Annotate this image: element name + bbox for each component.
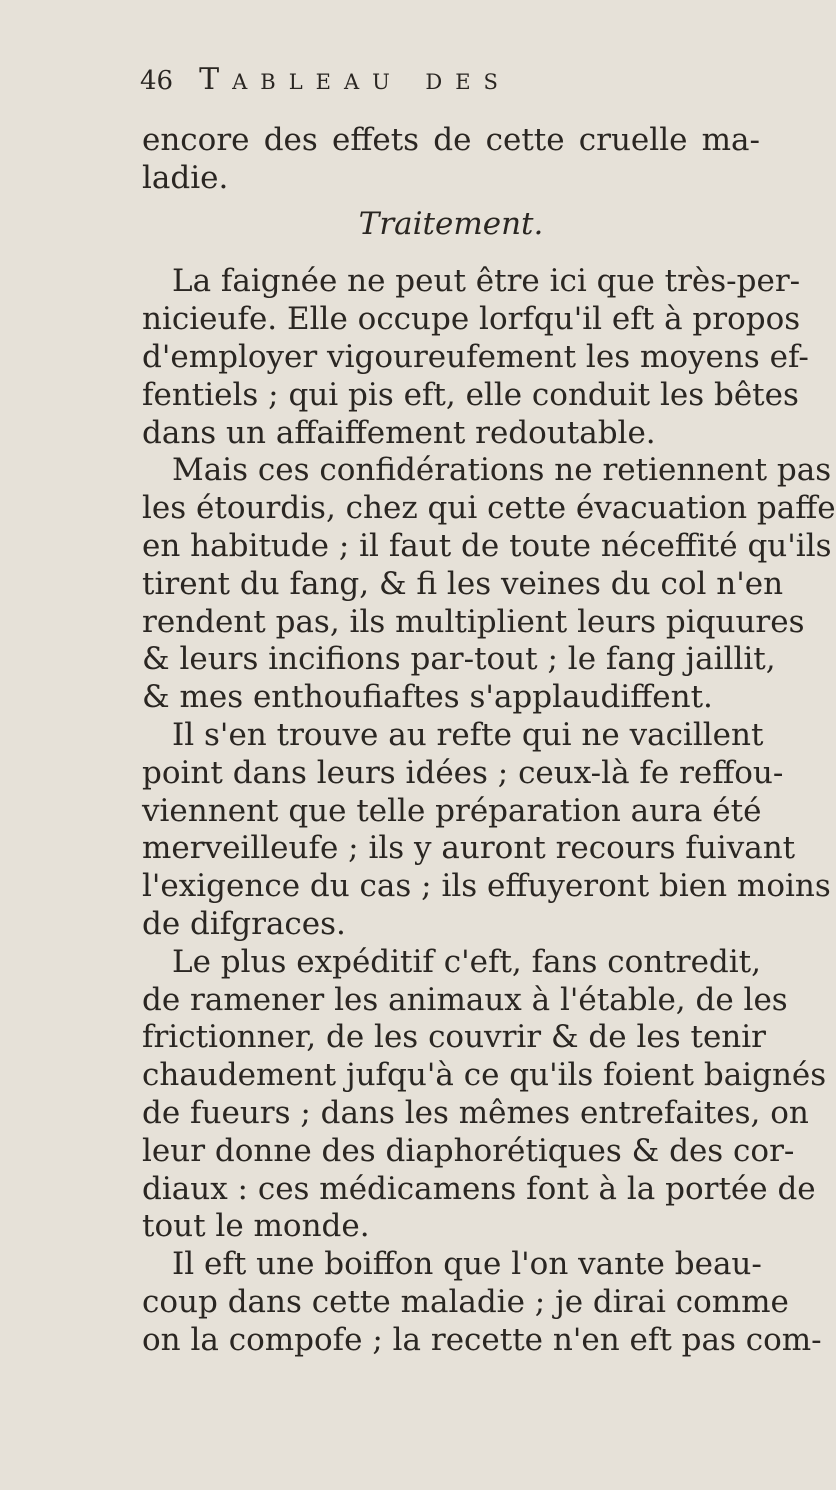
text-line: point dans leurs idées ; ceux-là fe reffou- [142, 754, 784, 791]
text-line: Mais ces confidérations ne retiennent pas [172, 452, 832, 489]
page-header [140, 62, 760, 122]
text-line: rendent pas, ils multiplient leurs piquures [142, 603, 805, 640]
text-line: ladie. [142, 159, 229, 196]
text-line: & mes enthoufiaftes s'applaudiffent. [142, 679, 713, 716]
text-line: coup dans cette maladie ; je dirai comme [142, 1283, 789, 1320]
text-line: frictionner, de les couvrir & de les tenir [142, 1019, 766, 1056]
text-line: en habitude ; il faut de toute néceffité qu'ils [142, 527, 832, 564]
running-title: Tableau des [199, 62, 511, 97]
text-line: l'exigence du cas ; ils effuyeront bien moins [142, 868, 831, 905]
text-line: les étourdis, chez qui cette évacuation paffe [142, 490, 836, 527]
text-line: tirent du fang, & fi les veines du col n'en [142, 565, 784, 602]
text-line: chaudement jufqu'à ce qu'ils foient baignés [142, 1057, 827, 1094]
text-line: merveilleufe ; ils y auront recours fuivant [142, 830, 796, 867]
text-line: leur donne des diaphorétiques & des cor- [142, 1132, 795, 1169]
text-line: encore des effets de cette cruelle ma- [142, 122, 760, 158]
text-line: diaux : ces médicamens font à la portée de [142, 1170, 816, 1207]
text-line: Il s'en trouve au refte qui ne vacillent [172, 716, 764, 753]
text-line: dans un affaiffement redoutable. [142, 414, 656, 451]
text-line: de fueurs ; dans les mêmes entrefaites, on [142, 1094, 809, 1131]
text-line: de difgraces. [142, 905, 346, 942]
page-number: 46 [140, 66, 174, 96]
body-text [142, 122, 836, 1360]
text-line: on la compofe ; la recette n'en eft pas com- [142, 1321, 822, 1358]
text-line: d'employer vigoureufement les moyens ef- [142, 338, 809, 375]
text-line: tout le monde. [142, 1208, 370, 1245]
text-line: La faignée ne peut être ici que très-per- [172, 263, 801, 300]
text-line: Il eft une boiffon que l'on vante beau- [172, 1246, 762, 1283]
text-line: fentiels ; qui pis eft, elle conduit les bêtes [142, 376, 799, 413]
text-line: Le plus expéditif c'eft, fans contredit, [172, 943, 761, 980]
section-heading: Traitement. [358, 205, 544, 242]
text-line: de ramener les animaux à l'étable, de les [142, 981, 788, 1018]
text-line: viennent que telle préparation aura été [142, 792, 762, 829]
text-line: & leurs incifions par-tout ; le fang jaillit, [142, 641, 776, 678]
text-line: nicieufe. Elle occupe lorfqu'il eft à propos [142, 301, 801, 338]
